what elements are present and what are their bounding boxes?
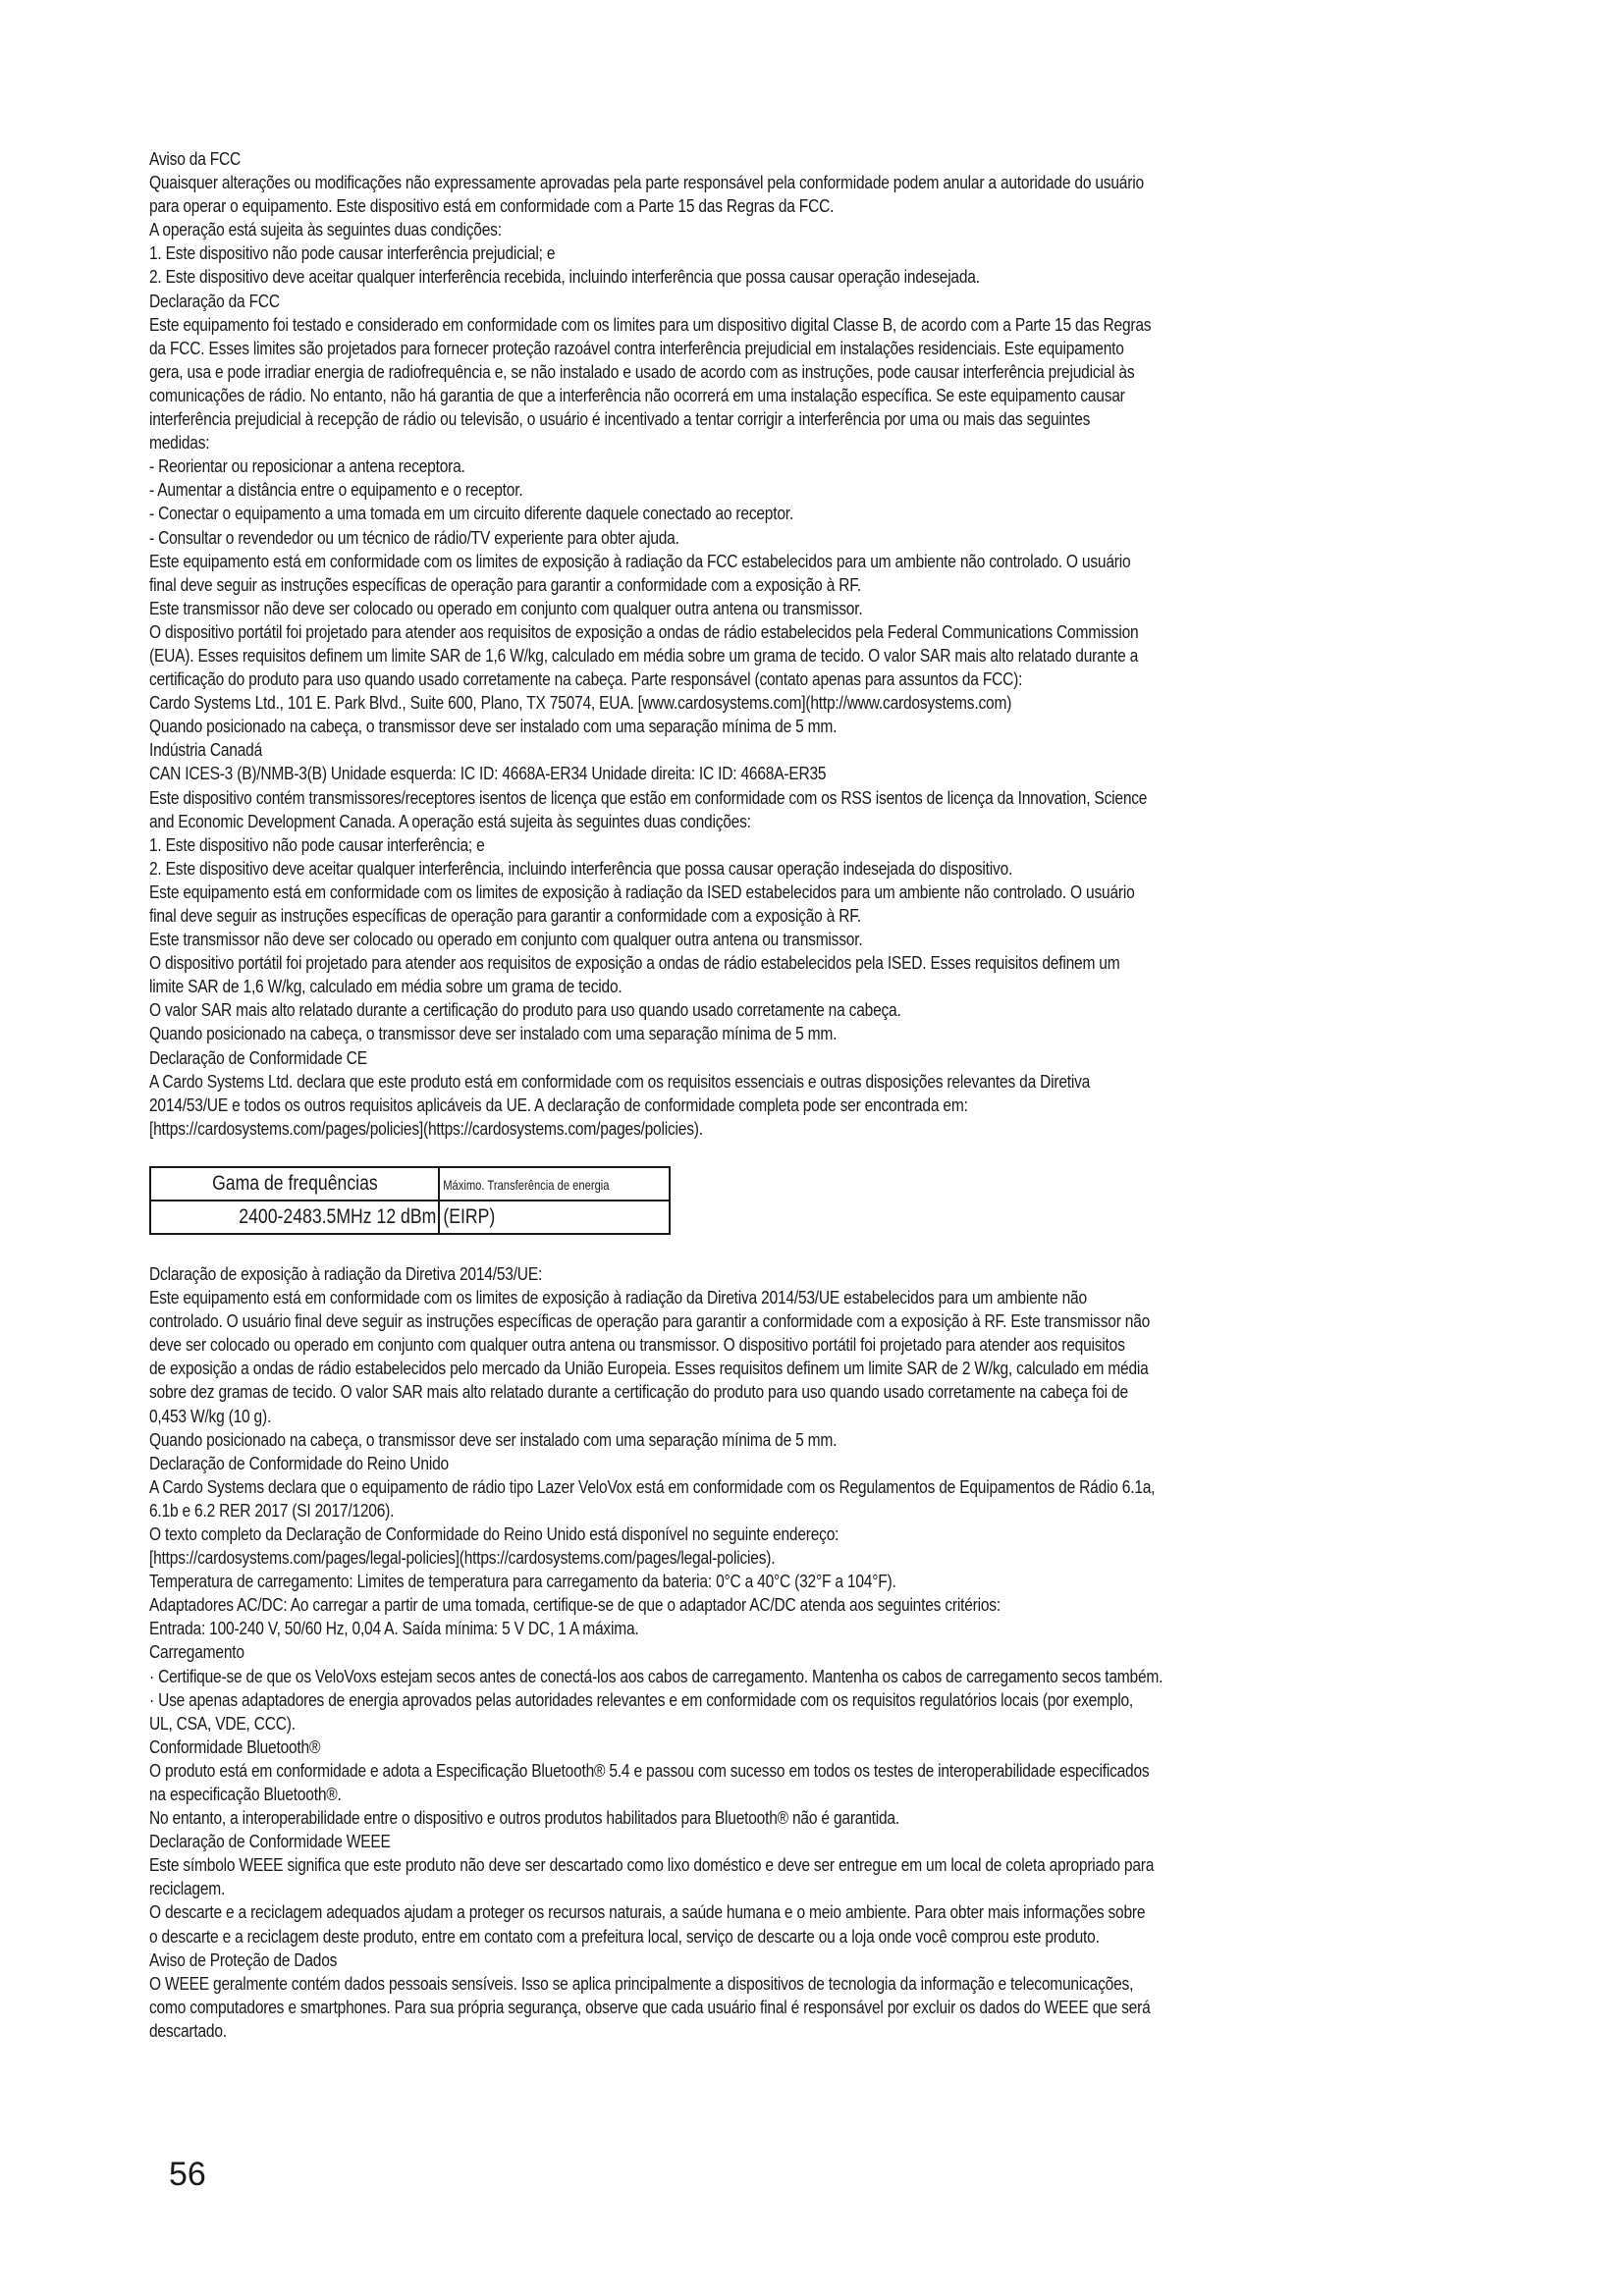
- paragraph-line: 2. Este dispositivo deve aceitar qualquer interferência, incluindo interferência que possa causar operação indesejada do dispositivo.: [149, 857, 1013, 879]
- paragraph-line: O dispositivo portátil foi projetado para atender aos requisitos de exposição a ondas de rádio estabelecidos pela Federal Communications Commission: [149, 620, 1139, 642]
- paragraph-line: Adaptadores AC/DC: Ao carregar a partir de uma tomada, certifique-se de que o adaptador AC/DC atenda aos seguintes critérios:: [149, 1594, 1001, 1616]
- paragraph-line: Este transmissor não deve ser colocado ou operado em conjunto com qualquer outra antena ou transmissor.: [149, 597, 863, 618]
- paragraph-line: O dispositivo portátil foi projetado para atender aos requisitos de exposição a ondas de rádio estabelecidos pela ISED. Esses requisitos definem um: [149, 952, 1120, 974]
- paragraph-line: interferência prejudicial à recepção de rádio ou televisão, o usuário é incentivado a tentar corrigir a interferência por uma ou mais das seguintes: [149, 408, 1091, 430]
- paragraph-line: Este equipamento está em conformidade com os limites de exposição à radiação da FCC estabelecidos para um ambiente não controlado. O usuário: [149, 550, 1131, 571]
- paragraph-line: [https://cardosystems.com/pages/policies](https://cardosystems.com/pages/policies).: [149, 1117, 703, 1139]
- paragraph-line: o descarte e a reciclagem deste produto, entre em contato com a prefeitura local, serviço de descarte ou a loja onde você comprou este produto.: [149, 1925, 1100, 1947]
- frequency-power-table: [149, 1166, 671, 1235]
- paragraph-line: Quando posicionado na cabeça, o transmissor deve ser instalado com uma separação mínima de 5 mm.: [149, 716, 838, 737]
- paragraph-line: A Cardo Systems Ltd. declara que este produto está em conformidade com os requisitos essenciais e outras disposições relevantes da Diretiva: [149, 1070, 1091, 1092]
- paragraph-line: 0,453 W/kg (10 g).: [149, 1405, 272, 1426]
- paragraph-line: · Use apenas adaptadores de energia aprovados pelas autoridades relevantes e em conformidade com os requisitos regulatórios locais (por exemplo,: [149, 1688, 1134, 1710]
- paragraph-line: comunicações de rádio. No entanto, não há garantia de que a interferência não ocorrerá em uma instalação específica. Se este equipamento causar: [149, 384, 1125, 405]
- paragraph-line: O texto completo da Declaração de Conformidade do Reino Unido está disponível no seguinte endereço:: [149, 1522, 839, 1544]
- paragraph-line: Entrada: 100-240 V, 50/60 Hz, 0,04 A. Saída mínima: 5 V DC, 1 A máxima.: [149, 1618, 639, 1639]
- table-header-row: [150, 1167, 670, 1201]
- paragraph-line: CAN ICES-3 (B)/NMB-3(B) Unidade esquerda: IC ID: 4668A-ER34 Unidade direita: IC ID: 4668A-ER35: [149, 763, 827, 784]
- paragraph-line: Aviso da FCC: [149, 148, 242, 169]
- paragraph-line: 2014/53/UE e todos os outros requisitos aplicáveis da UE. A declaração de conformidade completa pode ser encontrada em:: [149, 1094, 968, 1115]
- paragraph-line: Aviso de Proteção de Dados: [149, 1949, 338, 1970]
- paragraph-line: Este equipamento está em conformidade com os limites de exposição à radiação da Diretiva 2014/53/UE estabelecidos para um ambiente não: [149, 1287, 1087, 1308]
- paragraph-line: Este símbolo WEEE significa que este produto não deve ser descartado como lixo doméstico e deve ser entregue em um local de coleta apropriado para: [149, 1854, 1155, 1876]
- paragraph-line: certificação do produto para uso quando usado corretamente na cabeça. Parte responsável (contato apenas para assuntos da FCC):: [149, 668, 1023, 690]
- paragraph-line: UL, CSA, VDE, CCC).: [149, 1712, 296, 1734]
- paragraph-line: medidas:: [149, 432, 210, 454]
- paragraph-line: Temperatura de carregamento: Limites de temperatura para carregamento da bateria: 0°C a 40°C (32°F a 104°F).: [149, 1571, 896, 1592]
- table-row: [150, 1201, 670, 1234]
- cell-frequency-value: 2400-2483.5MHz 12 dBm: [150, 1201, 439, 1234]
- frequency-table-wrapper: [149, 1141, 1489, 1262]
- paragraph-line: Dclaração de exposição à radiação da Diretiva 2014/53/UE:: [149, 1262, 543, 1284]
- paragraph-line: Quaisquer alterações ou modificações não expressamente aprovadas pela parte responsável pela conformidade podem anular a autoridade do usuário: [149, 172, 1144, 193]
- paragraph-line: Quando posicionado na cabeça, o transmissor deve ser instalado com uma separação mínima de 5 mm.: [149, 1023, 838, 1044]
- paragraph-line: Quando posicionado na cabeça, o transmissor deve ser instalado com uma separação mínima de 5 mm.: [149, 1428, 838, 1450]
- paragraph-line: limite SAR de 1,6 W/kg, calculado em média sobre um grama de tecido.: [149, 976, 623, 997]
- paragraph-line: - Conectar o equipamento a uma tomada em um circuito diferente daquele conectado ao receptor.: [149, 503, 794, 524]
- paragraph-line: Declaração de Conformidade WEEE: [149, 1831, 391, 1852]
- paragraph-line: Este equipamento está em conformidade com os limites de exposição à radiação da ISED estabelecidos para um ambiente não controlado. O usuário: [149, 881, 1135, 902]
- paragraph-line: reciclagem.: [149, 1878, 226, 1899]
- paragraph-line: de exposição a ondas de rádio estabelecidos pelo mercado da União Europeia. Esses requisitos definem um limite SAR de 2 W/kg, calculado em média: [149, 1358, 1149, 1379]
- paragraph-line: 2. Este dispositivo deve aceitar qualquer interferência recebida, incluindo interferência que possa causar operação indesejada.: [149, 266, 980, 288]
- paragraph-line: A Cardo Systems declara que o equipamento de rádio tipo Lazer VeloVox está em conformidade com os Regulamentos de Equipamentos de Rádio 6.1a,: [149, 1475, 1156, 1497]
- paragraph-line: como computadores e smartphones. Para sua própria segurança, observe que cada usuário final é responsável por excluir os dados do WEEE que será: [149, 1996, 1151, 2017]
- paragraph-line: Este equipamento foi testado e considerado em conformidade com os limites para um dispositivo digital Classe B, de acordo com a Parte 15 das Regras: [149, 313, 1152, 335]
- paragraph-line: na especificação Bluetooth®.: [149, 1784, 342, 1804]
- paragraph-line: Cardo Systems Ltd., 101 E. Park Blvd., Suite 600, Plano, TX 75074, EUA. [www.cardosystems.com](http://www.cardosystems.com): [149, 692, 1012, 714]
- page-number: 56: [169, 2156, 206, 2193]
- paragraph-line: [https://cardosystems.com/pages/legal-policies](https://cardosystems.com/pages/legal-policies).: [149, 1547, 776, 1569]
- paragraph-line: - Consultar o revendedor ou um técnico de rádio/TV experiente para obter ajuda.: [149, 526, 679, 548]
- header-max-power: Máximo. Transferência de energia: [439, 1167, 670, 1201]
- paragraph-line: deve ser colocado ou operado em conjunto com qualquer outra antena ou transmissor. O dispositivo portátil foi projetado para atender aos requisitos: [149, 1334, 1125, 1356]
- paragraph-line: - Reorientar ou reposicionar a antena receptora.: [149, 455, 465, 477]
- paragraph-line: (EUA). Esses requisitos definem um limite SAR de 1,6 W/kg, calculado em média sobre um grama de tecido. O valor SAR mais alto relatado durante a: [149, 644, 1139, 666]
- paragraph-line: Conformidade Bluetooth®: [149, 1735, 321, 1757]
- document-body: [149, 147, 1489, 2043]
- paragraph-line: - Aumentar a distância entre o equipamento e o receptor.: [149, 479, 523, 501]
- paragraph-line: and Economic Development Canada. A operação está sujeita às seguintes duas condições:: [149, 810, 751, 831]
- paragraph-line: O produto está em conformidade e adota a Especificação Bluetooth® 5.4 e passou com sucesso em todos os testes de interoperabilidade especificados: [149, 1759, 1150, 1781]
- paragraph-line: No entanto, a interoperabilidade entre o dispositivo e outros produtos habilitados para Bluetooth® não é garantida.: [149, 1807, 899, 1829]
- regulatory-section-fcc-ic-ce: [149, 147, 1489, 1141]
- paragraph-line: gera, usa e pode irradiar energia de radiofrequência e, se não instalado e usado de acordo com as instruções, pode causar interferência prejudicial às: [149, 360, 1135, 382]
- paragraph-line: Este dispositivo contém transmissores/receptores isentos de licença que estão em conformidade com os RSS isentos de licença da Innovation, Science: [149, 786, 1148, 808]
- paragraph-line: O descarte e a reciclagem adequados ajudam a proteger os recursos naturais, a saúde humana e o meio ambiente. Para obter mais informações sobre: [149, 1901, 1146, 1923]
- paragraph-line: A operação está sujeita às seguintes duas condições:: [149, 219, 502, 240]
- paragraph-line: 1. Este dispositivo não pode causar interferência prejudicial; e: [149, 242, 556, 264]
- paragraph-line: final deve seguir as instruções específicas de operação para garantir a conformidade com a exposição à RF.: [149, 905, 861, 926]
- paragraph-line: Declaração de Conformidade do Reino Unido: [149, 1452, 449, 1473]
- paragraph-line: Indústria Canadá: [149, 739, 263, 761]
- paragraph-line: 1. Este dispositivo não pode causar interferência; e: [149, 833, 485, 855]
- paragraph-line: para operar o equipamento. Este dispositivo está em conformidade com a Parte 15 das Regras da FCC.: [149, 195, 835, 217]
- paragraph-line: sobre dez gramas de tecido. O valor SAR mais alto relatado durante a certificação do produto para uso quando usado corretamente na cabeça foi de: [149, 1381, 1128, 1403]
- paragraph-line: final deve seguir as instruções específicas de operação para garantir a conformidade com a exposição à RF.: [149, 573, 861, 595]
- paragraph-line: Declaração de Conformidade CE: [149, 1046, 367, 1068]
- regulatory-section-eu-uk-weee: [149, 1262, 1489, 2043]
- paragraph-line: Este transmissor não deve ser colocado ou operado em conjunto com qualquer outra antena ou transmissor.: [149, 929, 863, 950]
- cell-power-unit: (EIRP): [439, 1201, 670, 1234]
- paragraph-line: descartado.: [149, 2019, 227, 2041]
- header-frequency-range: Gama de frequências: [150, 1167, 439, 1201]
- paragraph-line: O WEEE geralmente contém dados pessoais sensíveis. Isso se aplica principalmente a dispositivos de tecnologia da informação e telecomunicações,: [149, 1972, 1134, 1994]
- paragraph-line: controlado. O usuário final deve seguir as instruções específicas de operação para garantir a conformidade com a exposição à RF. Este transmissor não: [149, 1310, 1151, 1332]
- paragraph-line: Declaração da FCC: [149, 290, 280, 311]
- paragraph-line: · Certifique-se de que os VeloVoxs estejam secos antes de conectá-los aos cabos de carregamento. Mantenha os cabos de carregamento secos também.: [149, 1665, 1164, 1686]
- paragraph-line: da FCC. Esses limites são projetados para fornecer proteção razoável contra interferência prejudicial em instalações residenciais. Este equipamento: [149, 337, 1124, 358]
- paragraph-line: Carregamento: [149, 1641, 244, 1663]
- paragraph-line: 6.1b e 6.2 RER 2017 (SI 2017/1206).: [149, 1499, 395, 1521]
- paragraph-line: O valor SAR mais alto relatado durante a certificação do produto para uso quando usado corretamente na cabeça.: [149, 999, 901, 1021]
